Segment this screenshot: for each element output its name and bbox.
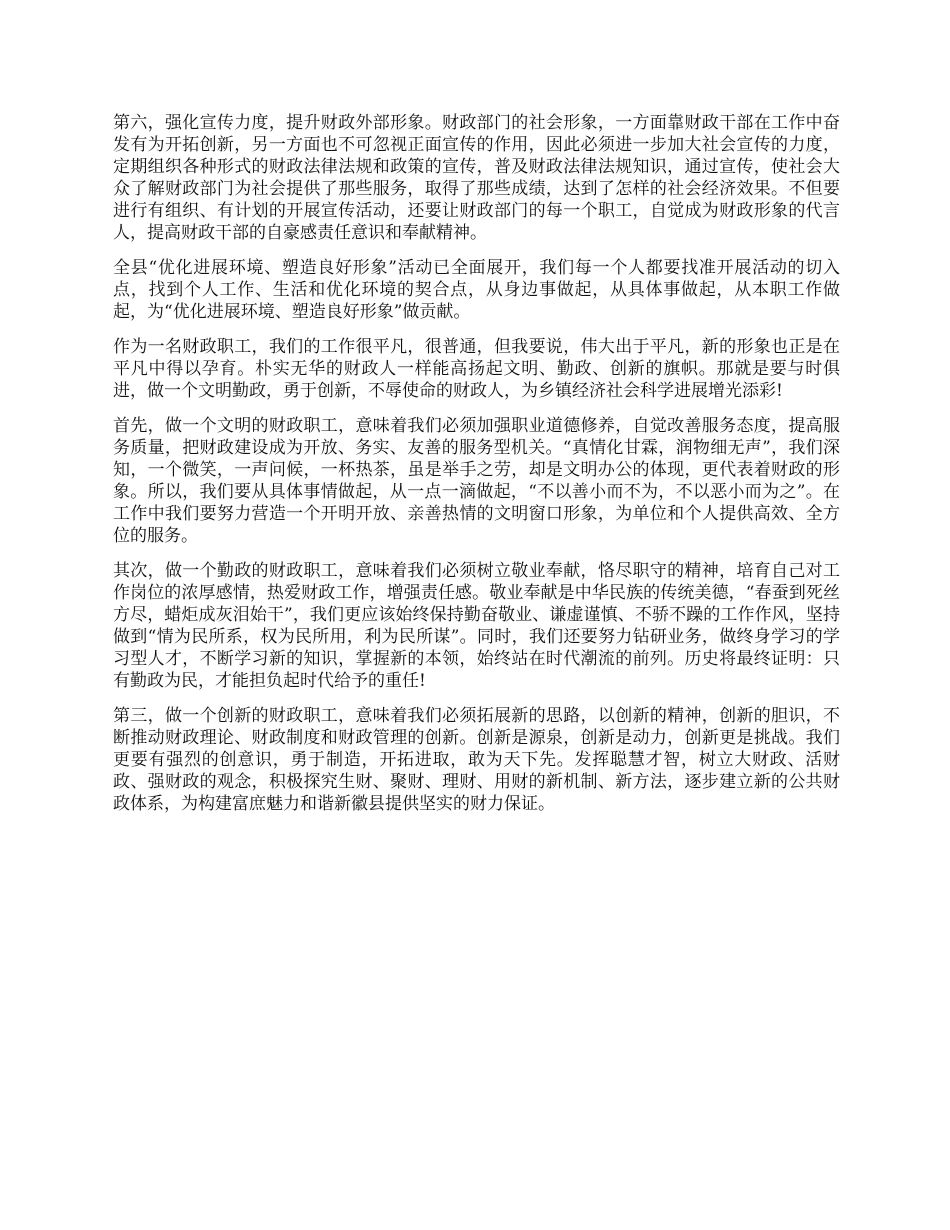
paragraph-role: 作为一名财政职工，我们的工作很平凡，很普通，但我要说，伟大出于平凡，新的形象也正是在平凡中得以孕育。朴实无华的财政人一样能高扬起文明、勤政、创新的旗帜。那就是要与时俱进，做一个文明勤政，勇于创新，不辱使命的财政人，为乡镇经济社会科学进展增光添彩! — [113, 337, 840, 401]
paragraph-innovation: 第三，做一个创新的财政职工，意味着我们必须拓展新的思路，以创新的精神，创新的胆识，不断推动财政理论、财政制度和财政管理的创新。创新是源泉，创新是动力，创新更是挑战。我们更要有强烈的创意识，勇于制造，开拓进取，敢为天下先。发挥聪慧才智，树立大财政、活财政、强财政的观念，积极探究生财、聚财、理财、用财的新机制、新方法，逐步建立新的公共财政体系，为构建富庶魅力和谐新徽县提供坚实的财力保证。 — [113, 706, 840, 814]
paragraph-campaign: 全县“优化进展环境、塑造良好形象”活动已全面展开，我们每一个人都要找准开展活动的切入点，找到个人工作、生活和优化环境的契合点，从身边事做起，从具体事做起，从本职工作做起，为“优化进展环境、塑造良好形象”做贡献。 — [113, 258, 840, 322]
document-page — [113, 112, 840, 828]
paragraph-publicity: 第六，强化宣传力度，提升财政外部形象。财政部门的社会形象，一方面靠财政干部在工作中奋发有为开拓创新，另一方面也不可忽视正面宣传的作用，因此必须进一步加大社会宣传的力度，定期组织各种形式的财政法律法规和政策的宣传，普及财政法律法规知识，通过宣传，使社会大众了解财政部门为社会提供了那些服务，取得了那些成绩，达到了怎样的社会经济效果。不但要进行有组织、有计划的开展宣传活动，还要让财政部门的每一个职工，自觉成为财政形象的代言人，提高财政干部的自豪感责任意识和奉献精神。 — [113, 113, 840, 243]
paragraph-diligence: 其次，做一个勤政的财政职工，意味着我们必须树立敬业奉献，恪尽职守的精神，培育自己对工作岗位的浓厚感情，热爱财政工作，增强责任感。敬业奉献是中华民族的传统美德，“春蚕到死丝方尽，蜡炬成灰泪始干”，我们更应该始终保持勤奋敬业、谦虚谨慎、不骄不躁的工作作风，坚持做到“情为民所系，权为民所用，利为民所谋”。同时，我们还要努力钻研业务，做终身学习的学习型人才，不断学习新的知识，掌握新的本领，始终站在时代潮流的前列。历史将最终证明：只有勤政为民，才能担负起时代给予的重任! — [113, 561, 840, 691]
paragraph-civility: 首先，做一个文明的财政职工，意味着我们必须加强职业道德修养，自觉改善服务态度，提高服务质量，把财政建设成为开放、务实、友善的服务型机关。“真情化甘霖，润物细无声”，我们深知，一个微笑，一声问候，一杯热茶，虽是举手之劳，却是文明办公的体现，更代表着财政的形象。所以，我们要从具体事情做起，从一点一滴做起，“不以善小而不为，不以恶小而为之”。在工作中我们要努力营造一个开明开放、亲善热情的文明窗口形象，为单位和个人提供高效、全方位的服务。 — [113, 416, 840, 546]
